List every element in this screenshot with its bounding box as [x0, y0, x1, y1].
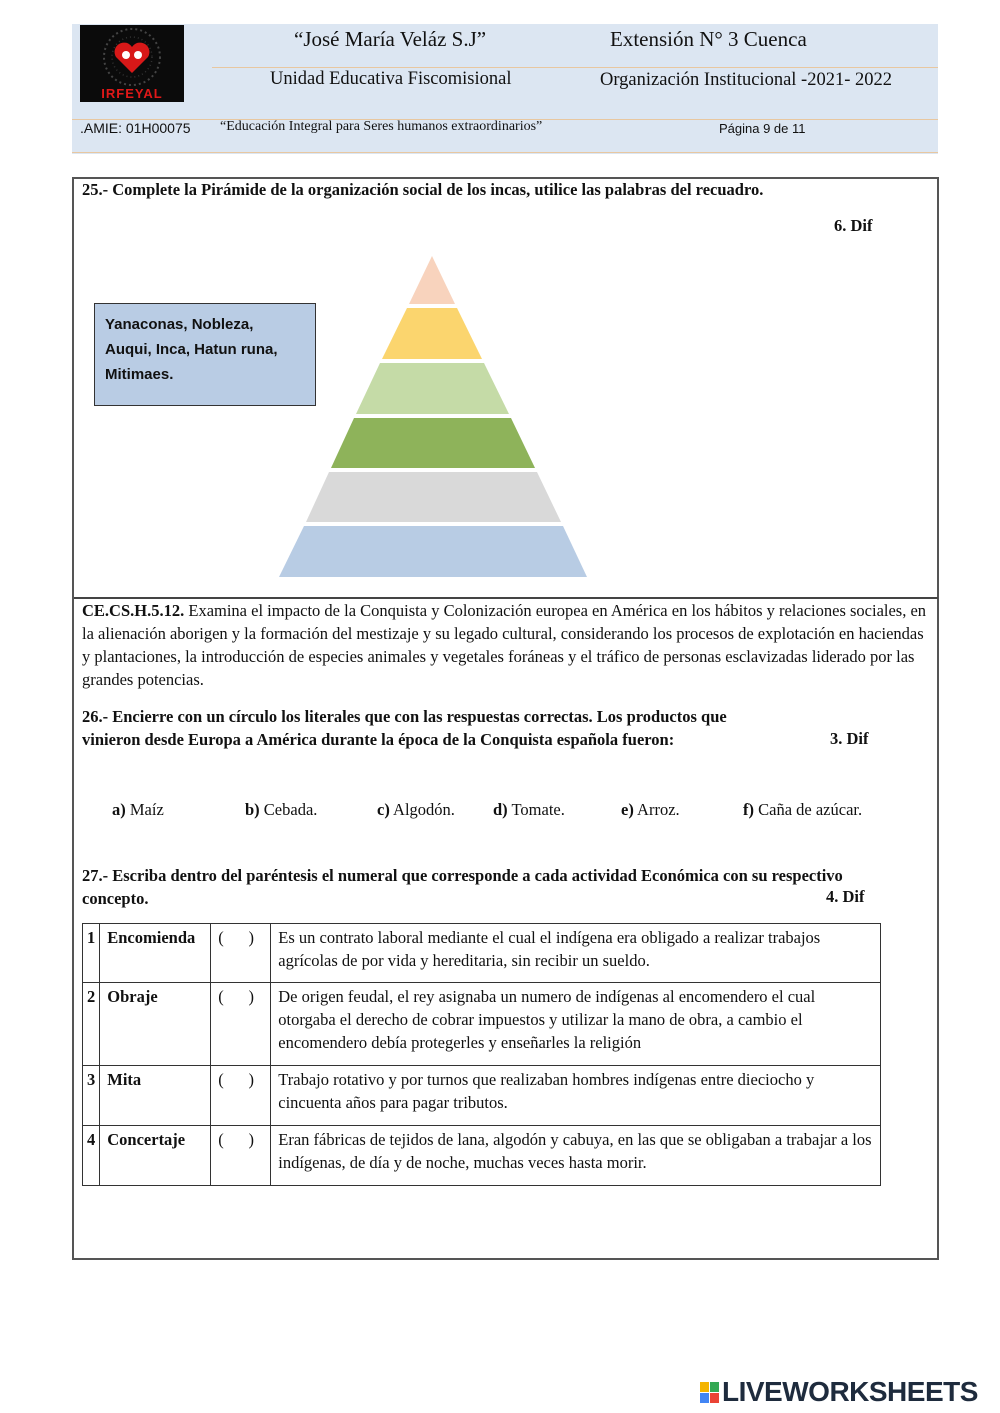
answer-parenthesis[interactable]: ( )	[211, 1066, 271, 1126]
word-bank-line: Mitimaes.	[105, 366, 174, 383]
row-number: 4	[83, 1126, 100, 1186]
activity-term: Concertaje	[100, 1126, 211, 1186]
unit-name: Unidad Educativa Fiscomisional	[270, 69, 512, 89]
option-a[interactable]: a) Maíz	[112, 800, 164, 819]
activities-table	[82, 923, 881, 1186]
page-number: Página 9 de 11	[719, 121, 806, 136]
question-25-score: 6. Dif	[834, 216, 873, 235]
activity-term: Mita	[100, 1066, 211, 1126]
option-c[interactable]: c) Algodón.	[377, 800, 455, 819]
table-row	[83, 924, 881, 983]
row-number: 1	[83, 924, 100, 983]
liveworksheets-logo[interactable]	[700, 1376, 978, 1408]
option-b[interactable]: b) Cebada.	[245, 800, 318, 819]
question-25-title: 25.- Complete la Pirámide de la organización social de los incas, utilice las palabras del recuadro.	[82, 180, 764, 199]
activity-term: Encomienda	[100, 924, 211, 983]
liveworksheets-icon	[700, 1382, 720, 1404]
answer-parenthesis[interactable]: ( )	[211, 983, 271, 1066]
school-name: “José María Veláz S.J”	[294, 27, 487, 51]
table-row	[83, 983, 881, 1066]
activity-concept: Eran fábricas de tejidos de lana, algodón y cabuya, en las que se obligaban a trabajar a los indígenas, de día y de noche, muchas veces hasta morir.	[271, 1126, 881, 1186]
criterion-code: CE.CS.H.5.12.	[82, 601, 185, 620]
row-number: 2	[83, 983, 100, 1066]
table-row	[83, 1126, 881, 1186]
activity-term: Obraje	[100, 983, 211, 1066]
activity-concept: Es un contrato laboral mediante el cual el indígena era obligado a realizar trabajos agrícolas de por vida y hereditaria, sin recibir un sueldo.	[271, 924, 881, 983]
question-27-score: 4. Dif	[826, 887, 865, 906]
school-motto: “Educación Integral para Seres humanos extraordinarios”	[220, 119, 543, 134]
word-bank-line: Yanaconas, Nobleza,	[105, 316, 254, 333]
activity-concept: De origen feudal, el rey asignaba un numero de indígenas al encomendero el cual otorgaba el derecho de cobrar impuestos y utilizar la mano de obra, a cambio el encomendero debía protegerles y enseñarles la religión	[271, 983, 881, 1066]
pyramid-level-2[interactable]	[382, 308, 482, 359]
organization-name: Organización Institucional -2021- 2022	[600, 70, 892, 90]
school-logo	[80, 25, 184, 102]
question-26-title: 26.- Encierre con un círculo los literales que con las respuestas correctas. Los productos que vinieron desde Europa a América durante la época de la Conquista española fueron:	[82, 707, 727, 749]
liveworksheets-text: LIVEWORKSHEETS	[722, 1376, 978, 1407]
social-pyramid	[270, 250, 600, 585]
option-e[interactable]: e) Arroz.	[621, 800, 680, 819]
header-rule	[212, 67, 938, 68]
activity-concept: Trabajo rotativo y por turnos que realizaban hombres indígenas entre dieciocho y cincuenta años para pagar tributos.	[271, 1066, 881, 1126]
table-row	[83, 1066, 881, 1126]
pyramid-level-1[interactable]	[409, 256, 455, 304]
option-d[interactable]: d) Tomate.	[493, 800, 565, 819]
criterion-text: Examina el impacto de la Conquista y Colonización europea en América en los hábitos y relaciones sociales, en la alienación aborigen y la formación del mestizaje y su legado cultural, considerando los procesos de explotación en haciendas y plantaciones, la introducción de especies animales y vegetales foráneas y el tráfico de personas esclavizadas liderado por las grandes potencias.	[82, 601, 927, 689]
criterion-paragraph	[82, 599, 927, 691]
pyramid-level-6[interactable]	[279, 526, 587, 577]
pyramid-level-5[interactable]	[306, 472, 561, 522]
row-number: 3	[83, 1066, 100, 1126]
question-27-title: 27.- Escriba dentro del paréntesis el numeral que corresponde a cada actividad Económica con su respectivo concepto.	[82, 866, 843, 908]
extension-name: Extensión N° 3 Cuenca	[610, 27, 807, 51]
option-f[interactable]: f) Caña de azúcar.	[743, 800, 863, 819]
pyramid-level-3[interactable]	[356, 363, 509, 414]
answer-parenthesis[interactable]: ( )	[211, 924, 271, 983]
logo-text: IRFEYAL	[101, 86, 163, 101]
answer-parenthesis[interactable]: ( )	[211, 1126, 271, 1186]
pyramid-level-4[interactable]	[331, 418, 535, 468]
question-26-score: 3. Dif	[830, 729, 869, 748]
word-bank-line: Auqui, Inca, Hatun runa,	[105, 341, 278, 358]
amie-code: .AMIE: 01H00075	[80, 120, 191, 136]
header-rule	[72, 152, 938, 153]
